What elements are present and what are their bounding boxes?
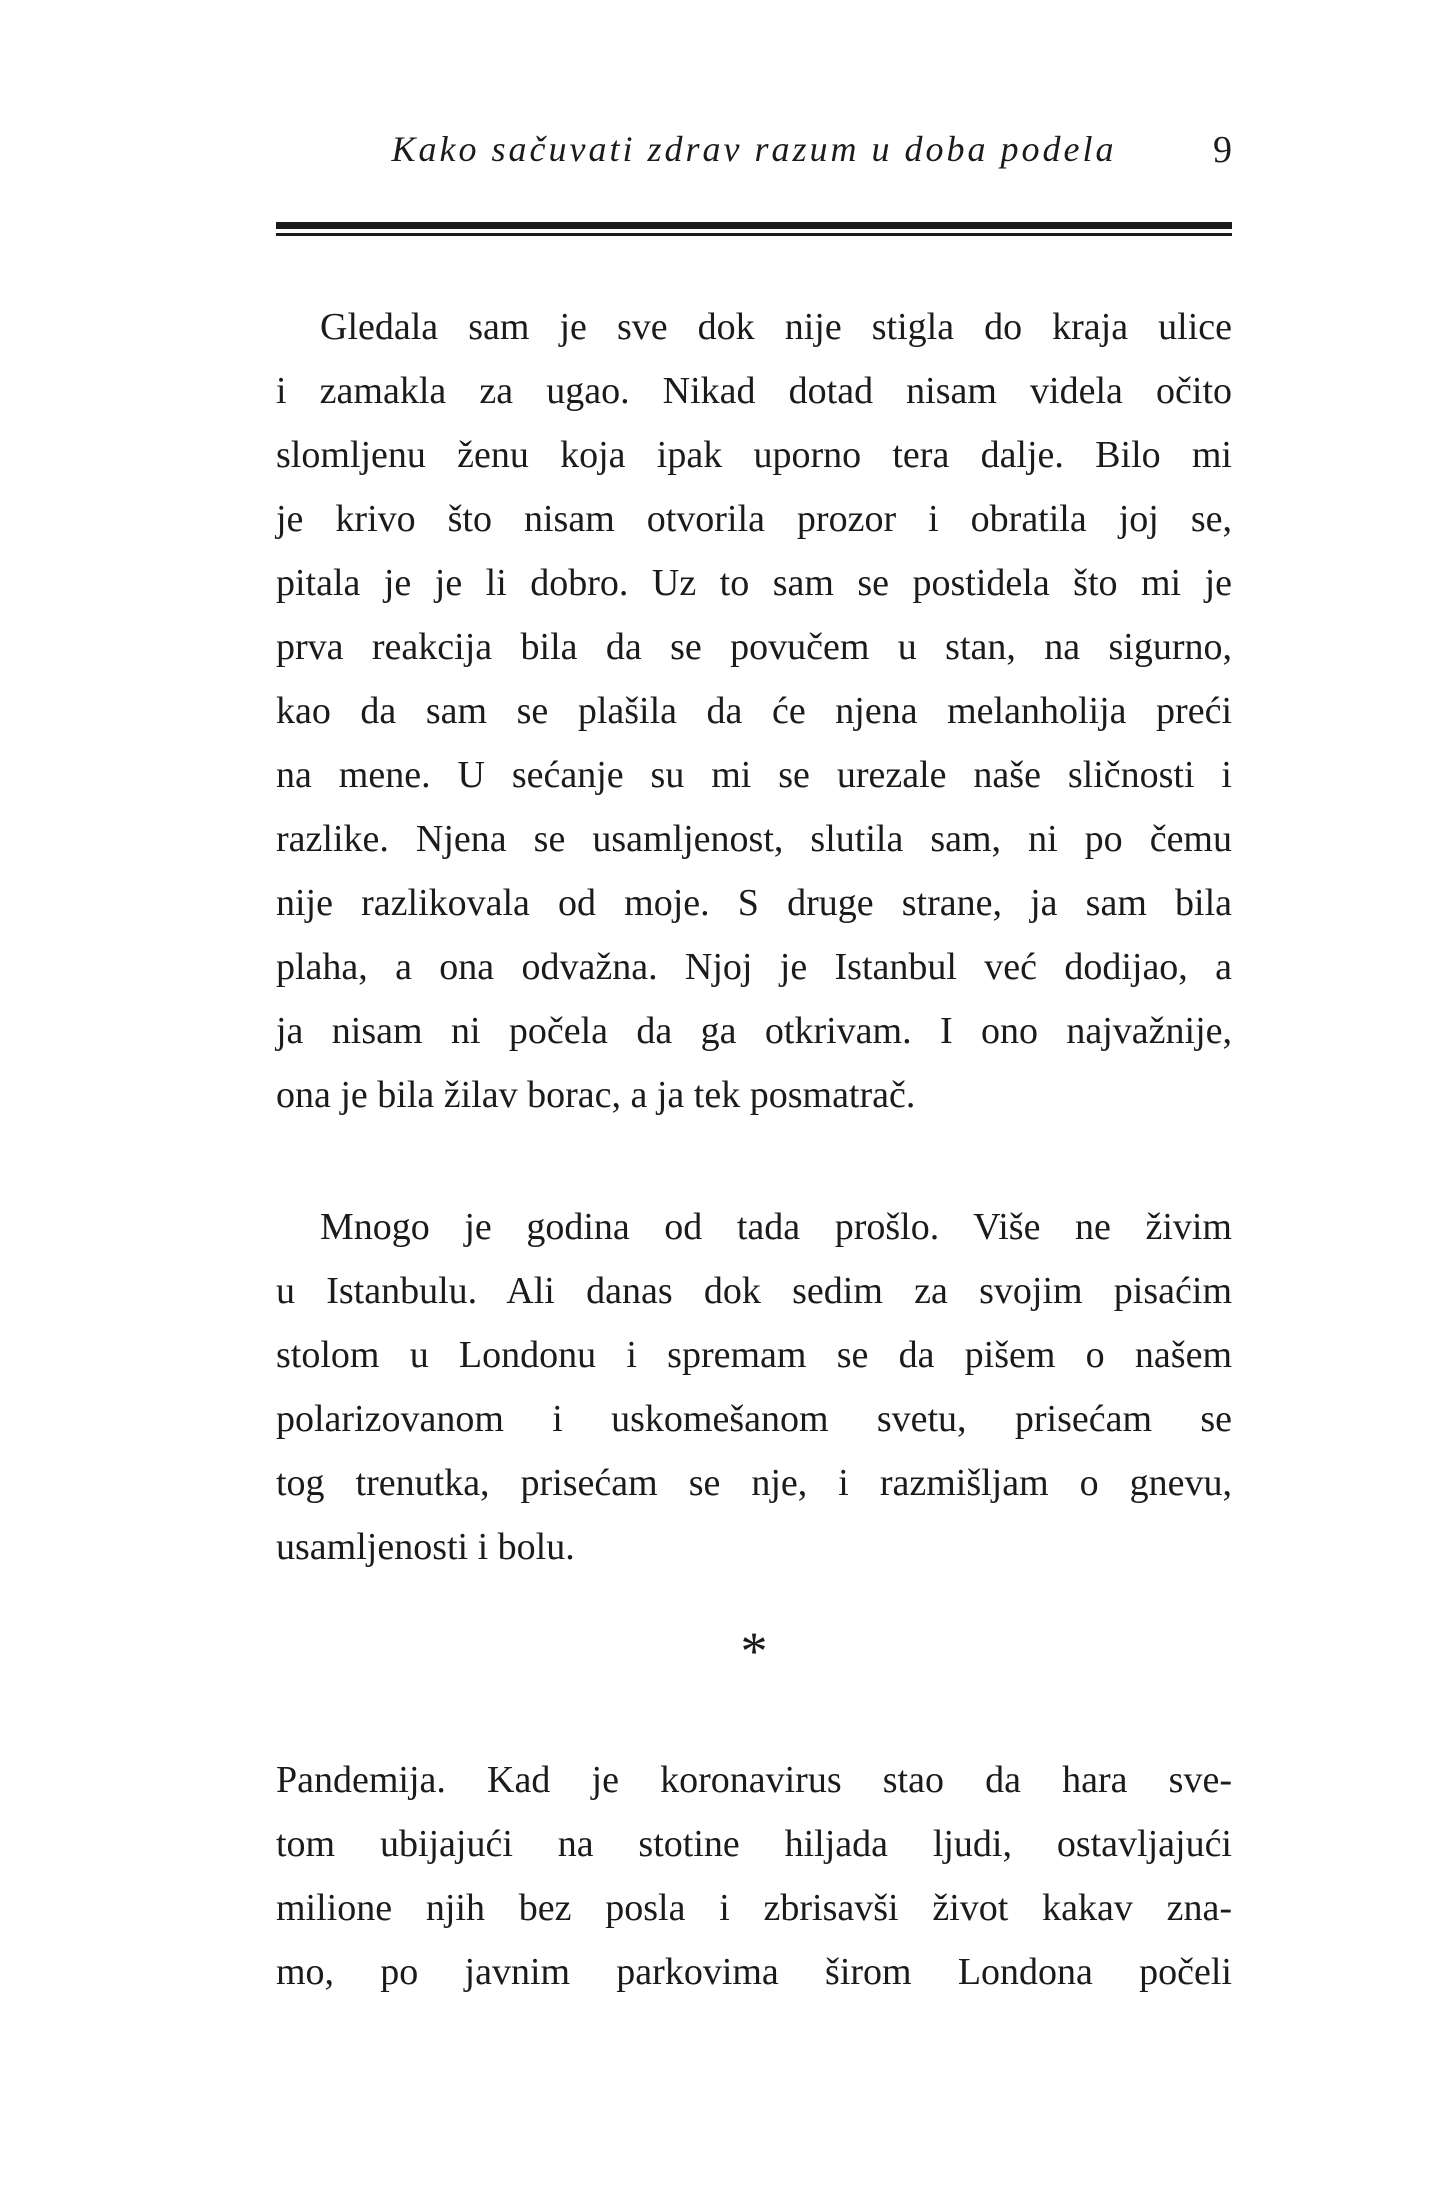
- text-line: ja nisam ni počela da ga otkrivam. I ono najvažnije,: [276, 1010, 1232, 1052]
- text-line: milione njih bez posla i zbrisavši život kakav zna-: [276, 1887, 1232, 1929]
- text-line: slomljenu ženu koja ipak uporno tera dalje. Bilo mi: [276, 434, 1232, 476]
- text-line: prva reakcija bila da se povučem u stan, na sigurno,: [276, 626, 1232, 668]
- text-line: razlike. Njena se usamljenost, slutila sam, ni po čemu: [276, 818, 1232, 860]
- text-line: tom ubijajući na stotine hiljada ljudi, ostavljajući: [276, 1823, 1232, 1865]
- section-break-asterisk: *: [740, 1621, 768, 1681]
- paragraph-3: [276, 1748, 1232, 2004]
- running-title: Kako sačuvati zdrav razum u doba podela: [391, 129, 1117, 169]
- text-line: stolom u Londonu i spremam se da pišem o našem: [276, 1334, 1232, 1376]
- text-line: je krivo što nisam otvorila prozor i obratila joj se,: [276, 498, 1232, 540]
- text-line: Pandemija. Kad je koronavirus stao da hara sve-: [276, 1759, 1232, 1801]
- text-line: i zamakla za ugao. Nikad dotad nisam videla očito: [276, 370, 1232, 412]
- text-line: mo, po javnim parkovima širom Londona počeli: [276, 1951, 1232, 1993]
- paragraph-1: [276, 295, 1232, 1127]
- page-body: [276, 295, 1232, 2004]
- paragraph-2: [276, 1195, 1232, 1579]
- text-line: Mnogo je godina od tada prošlo. Više ne živim: [320, 1206, 1232, 1248]
- text-line: nije razlikovala od moje. S druge strane, ja sam bila: [276, 882, 1232, 924]
- text-line: polarizovanom i uskomešanom svetu, prisećam se: [276, 1398, 1232, 1440]
- text-line: usamljenosti i bolu.: [276, 1526, 575, 1568]
- rule-thin-bar: [276, 233, 1232, 236]
- text-line: plaha, a ona odvažna. Njoj je Istanbul već dodijao, a: [276, 946, 1232, 988]
- text-line: ona je bila žilav borac, a ja tek posmatrač.: [276, 1074, 916, 1116]
- text-line: tog trenutka, prisećam se nje, i razmišljam o gnevu,: [276, 1462, 1232, 1504]
- text-line: pitala je je li dobro. Uz to sam se postidela što mi je: [276, 562, 1232, 604]
- text-line: Gledala sam je sve dok nije stigla do kraja ulice: [320, 306, 1232, 348]
- rule-thick-bar: [276, 222, 1232, 229]
- text-line: u Istanbulu. Ali danas dok sedim za svojim pisaćim: [276, 1270, 1232, 1312]
- text-line: na mene. U sećanje su mi se urezale naše sličnosti i: [276, 754, 1232, 796]
- page-header: [276, 128, 1232, 176]
- page-number: 9: [1213, 129, 1232, 171]
- text-line: kao da sam se plašila da će njena melanholija preći: [276, 690, 1232, 732]
- header-double-rule: [276, 222, 1232, 236]
